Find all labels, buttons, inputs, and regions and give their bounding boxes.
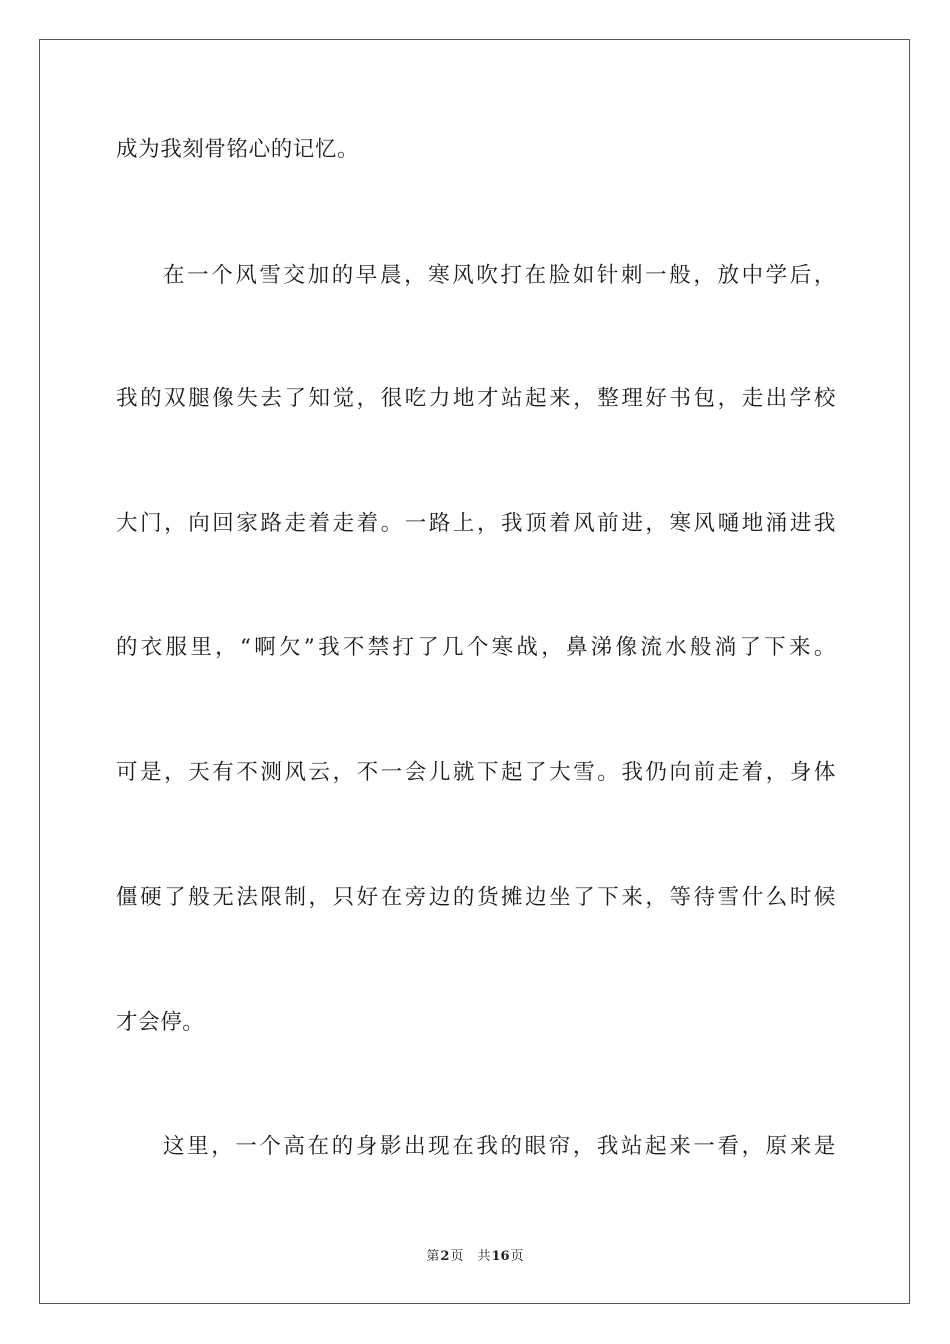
text-line: 僵硬了般无法限制，只好在旁边的货摊边坐了下来，等待雪什么时候	[116, 885, 836, 910]
text-line: 大门，向回家路走着走着。一路上，我顶着风前进，寒风嗵地涌进我	[116, 511, 836, 536]
page-border	[39, 39, 910, 1304]
page-number-current: 2	[440, 1249, 450, 1264]
page-total-prefix: 共	[477, 1249, 491, 1264]
text-line: 的衣服里，“啊欠”我不禁打了几个寒战，鼻涕像流水般淌了下来。	[116, 635, 836, 660]
text-line: 这里，一个高在的身影出现在我的眼帘，我站起来一看，原来是	[163, 1134, 836, 1159]
page-footer	[0, 1248, 950, 1266]
text-line: 才会停。	[116, 1010, 205, 1035]
text-line: 我的双腿像失去了知觉，很吃力地才站起来，整理好书包，走出学校	[116, 386, 836, 411]
text-line: 成为我刻骨铭心的记忆。	[116, 137, 360, 162]
page-number-prefix: 第	[426, 1249, 440, 1264]
text-line: 在一个风雪交加的早晨，寒风吹打在脸如针刺一般，放中学后，	[163, 263, 836, 288]
page-total-suffix: 页	[510, 1249, 524, 1264]
text-line: 可是，天有不测风云，不一会儿就下起了大雪。我仍向前走着，身体	[116, 760, 836, 785]
page-number-suffix: 页	[450, 1249, 464, 1264]
page-number-total: 16	[491, 1249, 510, 1264]
